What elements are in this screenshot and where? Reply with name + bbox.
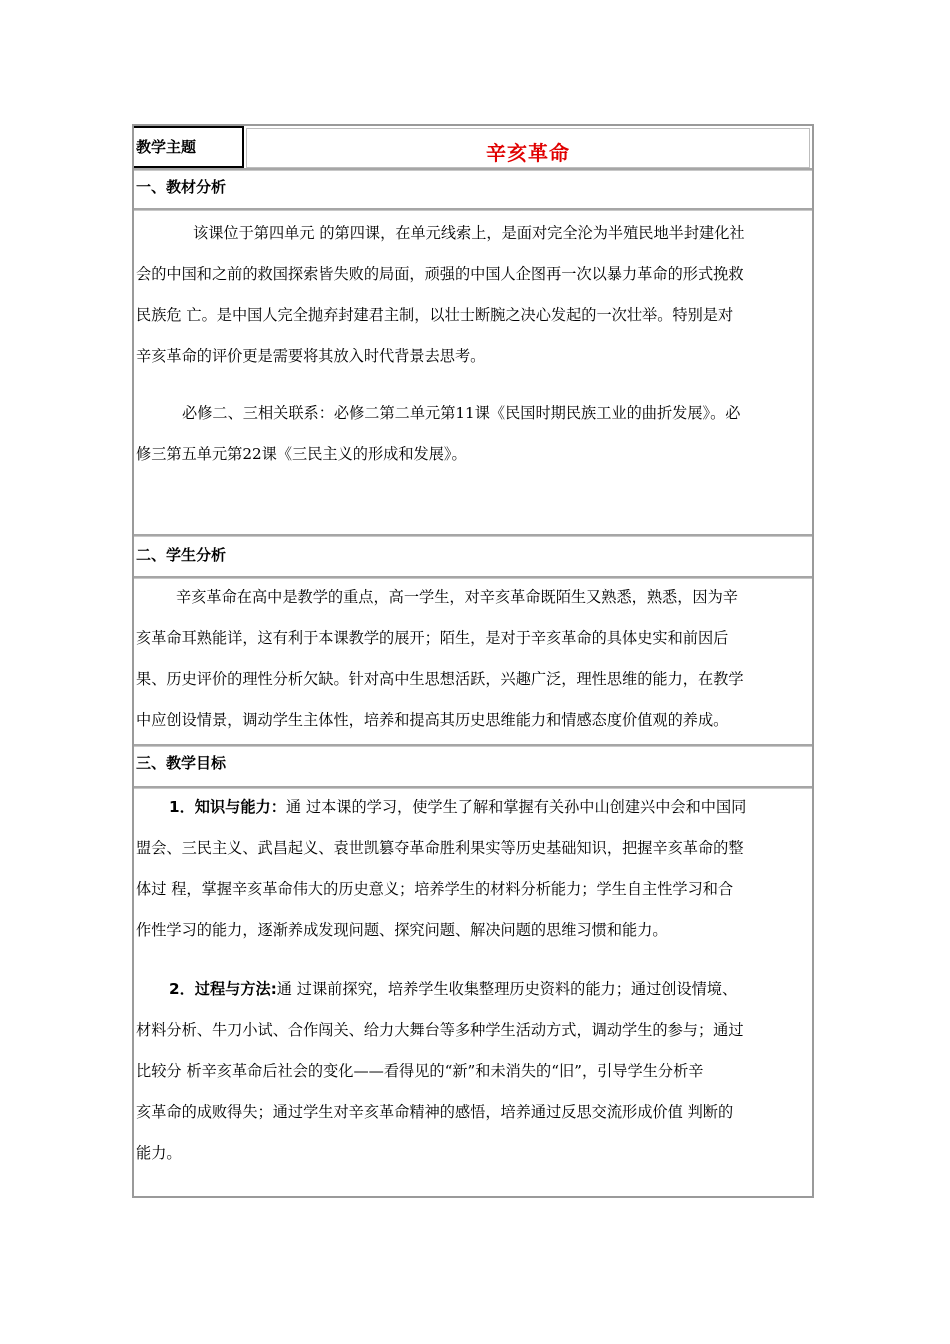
text-line: 比较分 析辛亥革命后社会的变化——看得见的“新”和未消失的“旧”，引导学生分析辛 [136,1062,704,1080]
text-line: 辛亥革命的评价更是需要将其放入时代背景去思考。 [136,347,486,365]
text-line: 辛亥革命在高中是教学的重点，高一学生，对辛亥革命既陌生又熟悉，熟悉，因为辛 [176,588,738,606]
text-line: 体过 程，掌握辛亥革命伟大的历史意义；培养学生的材料分析能力；学生自主性学习和合 [136,880,734,898]
goal-text: 通 过课前探究，培养学生收集整理历史资料的能力；通过创设情境、 [276,980,738,998]
text-line: 必修二、三相关联系：必修二第二单元第11课《民国时期民族工业的曲折发展》。必 [182,404,741,422]
text-line: 作性学习的能力，逐渐养成发现问题、探究问题、解决问题的思维习惯和能力。 [136,921,668,939]
theme-value-cell [246,128,810,168]
section-heading-row [134,170,812,210]
theme-row [134,126,812,170]
text-line: 果、历史评价的理性分析欠缺。针对高中生思想活跃，兴趣广泛，理性思维的能力，在教学 [136,670,744,688]
text-line [136,969,808,1010]
text-line: 民族危 亡。是中国人完全抛弃封建君主制，以壮士断腕之决心发起的一次壮举。特别是对 [136,306,734,324]
student-analysis-cell [134,578,812,746]
text-line: 亥革命耳熟能详，这有利于本课教学的展开；陌生，是对于辛亥革命的具体史实和前因后 [136,629,729,647]
section-heading-row [134,536,812,578]
text-line: 该课位于第四单元 的第四课，在单元线索上，是面对完全沦为半殖民地半封建化社 [193,224,745,242]
textbook-paragraph-1 [136,213,808,377]
text-line: 盟会、三民主义、武昌起义、袁世凯篡夺革命胜利果实等历史基础知识，把握辛亥革命的整 [136,839,744,857]
goal-text: 通 过本课的学习，使学生了解和掌握有关孙中山创建兴中会和中国同 [285,798,747,816]
text-line: 会的中国和之前的救国探索皆失败的局面，顽强的中国人企图再一次以暴力革命的形式挽救 [136,265,744,283]
lesson-plan-table [132,124,814,1198]
section-heading-goals: 三、教学目标 [136,754,227,772]
teaching-goals-cell [134,788,812,1198]
section-heading-row [134,746,812,788]
lesson-title: 辛亥革命 [486,141,570,165]
theme-label-cell [134,126,244,168]
text-line: 材料分析、牛刀小试、合作闯关、给力大舞台等多种学生活动方式，调动学生的参与；通过 [136,1021,744,1039]
text-line: 中应创设情景，调动学生主体性，培养和提高其历史思维能力和情感态度价值观的养成。 [136,711,729,729]
goal-label: 1．知识与能力： [169,798,286,816]
student-paragraph [136,577,808,741]
goal-label: 2．过程与方法: [169,980,277,998]
goal-process-method [136,969,808,1174]
section-heading-students: 二、学生分析 [136,546,227,564]
textbook-analysis-cell [134,210,812,536]
text-line: 亥革命的成败得失；通过学生对辛亥革命精神的感悟，培养通过反思交流形成价值 判断的 [136,1103,734,1121]
text-line [136,787,808,828]
goal-knowledge-ability [136,787,808,951]
theme-label: 教学主题 [136,138,197,156]
section-heading-textbook: 一、教材分析 [136,178,227,196]
text-line: 修三第五单元第22课《三民主义的形成和发展》。 [136,445,467,463]
text-line: 能力。 [136,1144,182,1162]
textbook-paragraph-2 [136,393,808,475]
